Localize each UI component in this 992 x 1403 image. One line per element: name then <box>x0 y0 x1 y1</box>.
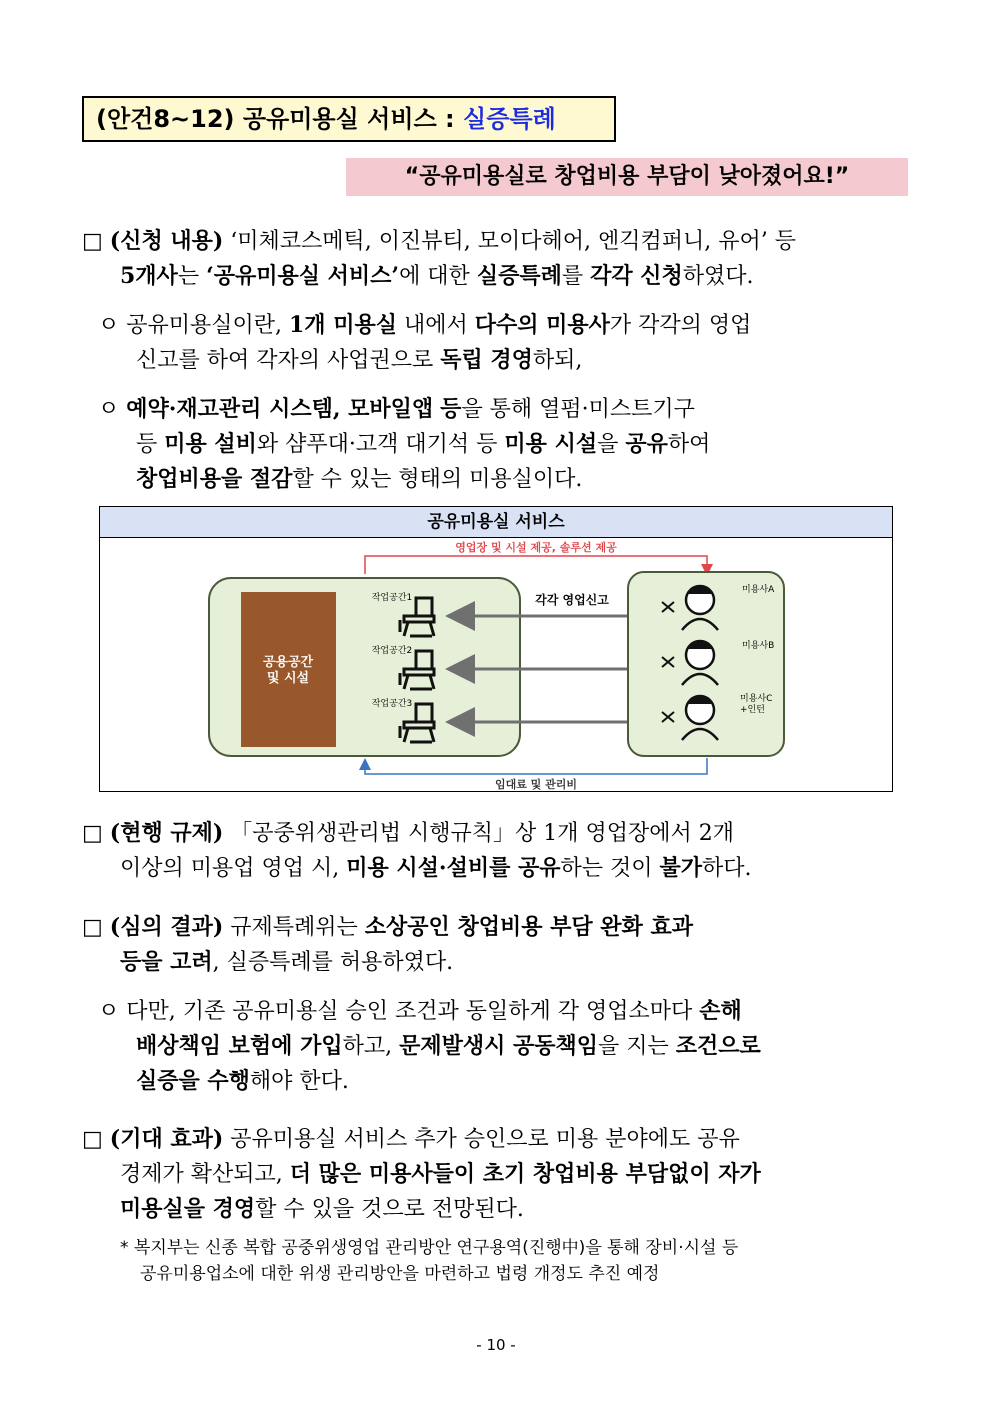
section-label: (신청 내용) <box>109 228 224 254</box>
text-bold: 배상책임 보험에 가입 <box>136 1033 343 1059</box>
text-run: 을 지는 <box>598 1034 676 1059</box>
diagram-header: 공유미용실 서비스 <box>100 507 892 538</box>
text-bold: 창업비용을 절감 <box>136 466 293 492</box>
text-run: , 실증특례를 허용하였다. <box>212 950 454 975</box>
checkbox-bullet: □ <box>82 915 110 940</box>
text-run: ‘미체코스메틱, 이진뷰티, 모이다헤어, 엔긱컴퍼니, 유어’ 등 <box>223 229 796 254</box>
text-run: 와 샴푸대·고객 대기석 등 <box>256 432 505 457</box>
text-run: 을 통해 열펌·미스트기구 <box>461 397 695 422</box>
subpoint-definition-line1 <box>98 308 918 343</box>
text-run: 가 각각의 영업 <box>609 313 752 338</box>
bottom-arrow-label: 임대료 및 관리비 <box>494 778 578 791</box>
text-run: 할 수 있는 형태의 미용실이다. <box>292 467 583 492</box>
section-application-line2 <box>82 259 912 294</box>
text-run: 하다. <box>702 856 752 881</box>
subpoint-definition <box>98 308 918 378</box>
stylist-label-intern: +인턴 <box>740 705 765 715</box>
subpoint-condition-line3 <box>98 1064 918 1099</box>
shared-space-label-2: 및 시설 <box>266 671 310 686</box>
shared-salon-diagram <box>99 506 893 792</box>
headline-quote: “공유미용실로 창업비용 부담이 낮아졌어요!” <box>346 158 908 196</box>
text-bold: 실증을 수행 <box>136 1068 250 1094</box>
text-run: 할 수 있을 것으로 전망된다. <box>255 1197 524 1222</box>
text-bold: 미용실을 경영 <box>120 1196 256 1222</box>
subpoint-sharing-line2 <box>98 427 918 462</box>
text-bold: 각각 신청 <box>590 263 683 289</box>
text-bold: 미용 시설 <box>504 431 598 457</box>
top-arrow-label: 영업장 및 시설 제공, 솔루션 제공 <box>455 541 617 554</box>
section-application <box>82 224 912 294</box>
text-run: 해야 한다. <box>249 1069 349 1094</box>
registration-label: 각각 영업신고 <box>535 593 609 607</box>
text-run: ㅇ <box>98 397 127 422</box>
text-bold: 공유 <box>625 431 668 457</box>
footnote-line2: 공유미용업소에 대한 위생 관리방안을 마련하고 법령 개정도 추진 예정 <box>140 1264 660 1284</box>
text-run: 하였다. <box>682 264 754 289</box>
subpoint-sharing-line3 <box>98 462 918 497</box>
section-regulation-line1 <box>82 816 912 851</box>
subpoint-condition-line2 <box>98 1029 918 1064</box>
text-run: ㅇ 다만, 기존 공유미용실 승인 조건과 동일하게 각 영업소마다 <box>98 999 700 1024</box>
section-result-line1 <box>82 910 912 945</box>
text-bold: 실증특례 <box>476 263 562 289</box>
text-run: 를 <box>561 264 591 289</box>
checkbox-bullet: □ <box>82 229 110 254</box>
text-bold: 미용 설비 <box>164 431 257 457</box>
subpoint-condition <box>98 994 918 1099</box>
text-run: 하고, <box>342 1034 400 1059</box>
section-regulation-line2 <box>82 851 912 886</box>
subpoint-condition-line1 <box>98 994 918 1029</box>
section-regulation <box>82 816 912 886</box>
text-run: 규제특례위는 <box>223 915 365 940</box>
section-effect-line3 <box>82 1192 912 1227</box>
text-run: 내에서 <box>396 313 475 338</box>
checkbox-bullet: □ <box>82 1127 110 1152</box>
agenda-title-accent: 실증특례 <box>463 105 556 133</box>
workspace-label-3: 작업공간3 <box>371 699 413 709</box>
subpoint-definition-line2 <box>98 343 918 378</box>
stylist-label-c: 미용사C <box>740 694 773 704</box>
text-run: 신고를 하여 각자의 사업권으로 <box>136 348 441 373</box>
text-run: 하여 <box>667 432 711 457</box>
text-bold: 더 많은 미용사들이 초기 창업비용 부담없이 자가 <box>289 1161 761 1187</box>
stylist-label-b: 미용사B <box>742 641 775 651</box>
text-bold: 불가 <box>659 855 703 881</box>
section-label: (현행 규제) <box>109 820 224 846</box>
text-bold: 등 <box>440 396 462 422</box>
section-label: (기대 효과) <box>109 1126 224 1152</box>
text-run: 에 대한 <box>399 264 477 289</box>
text-bold: ‘공유미용실 서비스’ <box>206 263 400 289</box>
text-bold: 미용 시설·설비를 공유 <box>346 855 561 881</box>
text-run: 이상의 미용업 영업 시, <box>120 856 347 881</box>
section-application-line1 <box>82 224 912 259</box>
stylist-label-a: 미용사A <box>742 585 775 595</box>
agenda-title <box>82 96 616 142</box>
subpoint-sharing-line1 <box>98 392 918 427</box>
text-run: 「공중위생관리법 시행규칙」상 1개 영업장에서 2개 <box>223 821 735 846</box>
text-bold: 독립 경영 <box>440 347 533 373</box>
subpoint-sharing <box>98 392 918 497</box>
section-effect <box>82 1122 912 1227</box>
section-label: (심의 결과) <box>109 914 224 940</box>
text-bold: 손해 <box>699 998 742 1024</box>
text-run: 경제가 확산되고, <box>120 1162 290 1187</box>
text-run: 등 <box>136 432 165 457</box>
agenda-title-prefix: (안건8~12) 공유미용실 서비스 : <box>96 105 464 133</box>
section-result <box>82 910 912 980</box>
text-run: ㅇ 공유미용실이란, <box>98 313 289 338</box>
text-run: 을 <box>597 432 626 457</box>
section-effect-line1 <box>82 1122 912 1157</box>
text-bold: 예약·재고관리 시스템, 모바일앱 <box>126 396 434 422</box>
text-bold: 다수의 미용사 <box>474 312 610 338</box>
footnote <box>120 1235 910 1287</box>
text-run: 하되, <box>532 348 583 373</box>
text-bold: 등을 고려 <box>120 949 213 975</box>
text-run: 는 <box>177 264 207 289</box>
page-number: - 10 - <box>476 1336 516 1354</box>
text-bold: 소상공인 창업비용 부담 완화 효과 <box>364 914 693 940</box>
text-run: 공유미용실 서비스 추가 승인으로 미용 분야에도 공유 <box>223 1127 740 1152</box>
text-bold: 문제발생시 공동책임 <box>399 1033 599 1059</box>
footnote-line1: * 복지부는 신종 복합 공중위생영업 관리방안 연구용역(진행中)을 통해 장비·시설 등 <box>120 1238 739 1258</box>
text-bold: 조건으로 <box>675 1033 761 1059</box>
section-result-line2 <box>82 945 912 980</box>
text-run: 하는 것이 <box>560 856 660 881</box>
checkbox-bullet: □ <box>82 821 110 846</box>
text-bold: 5개사 <box>120 263 178 289</box>
workspace-label-2: 작업공간2 <box>371 646 413 656</box>
bottom-arrow <box>365 758 707 774</box>
diagram-canvas <box>100 538 892 792</box>
shared-space-label-1: 공용공간 <box>262 655 314 670</box>
workspace-label-1: 작업공간1 <box>371 593 413 603</box>
section-effect-line2 <box>82 1157 912 1192</box>
text-bold: 1개 미용실 <box>289 312 397 338</box>
